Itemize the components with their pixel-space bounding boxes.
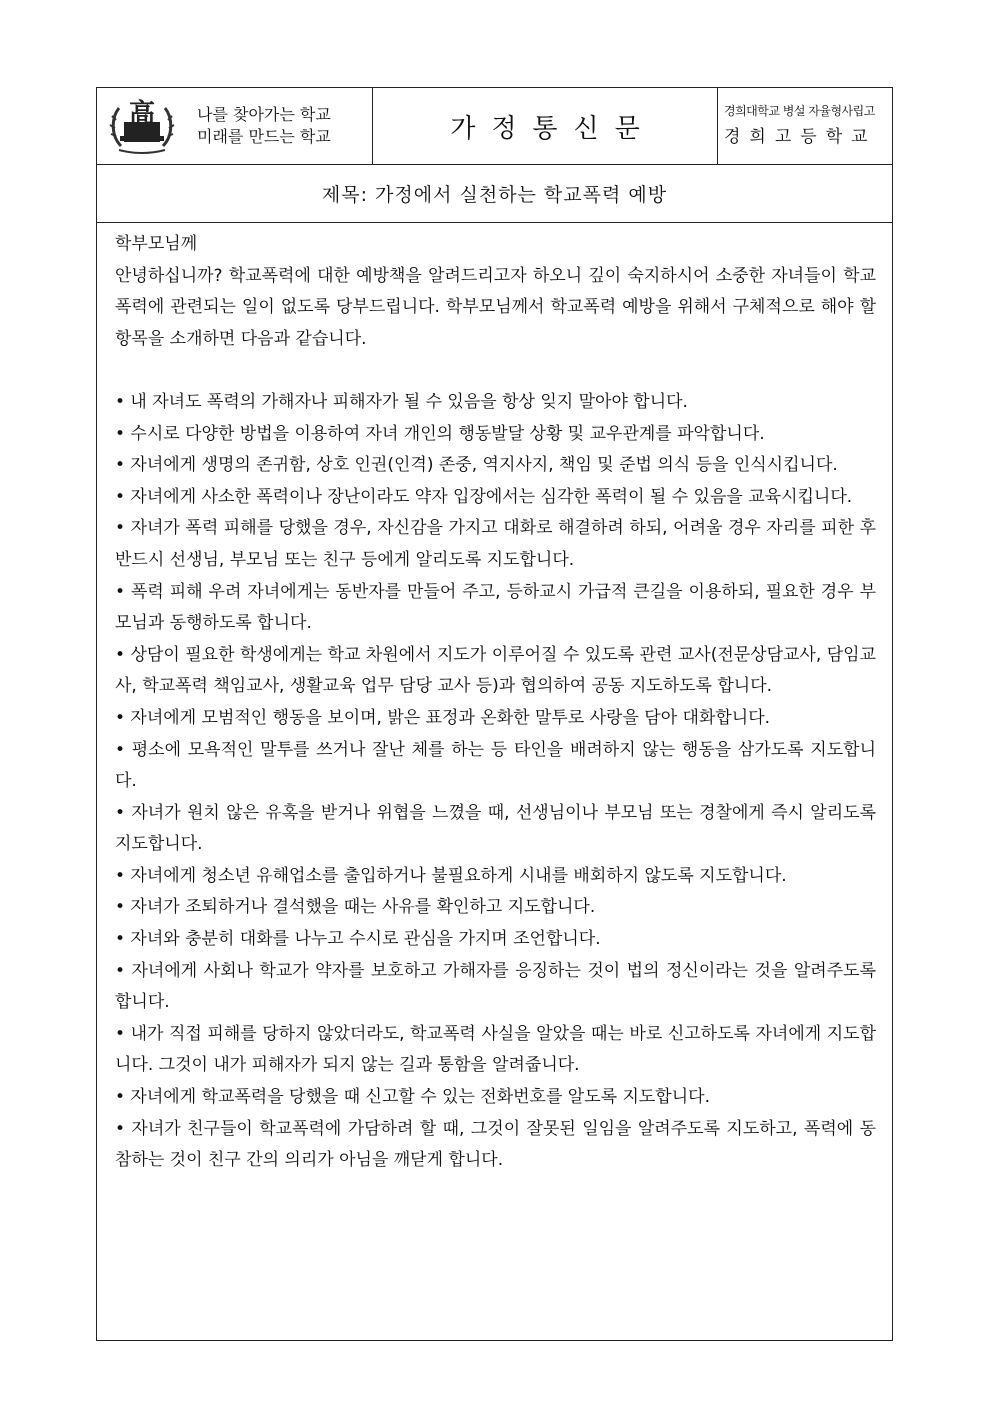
document-title: 가정통신문 [450, 113, 656, 144]
motto-line-2: 미래를 만드는 학교 [197, 127, 331, 146]
list-item: • 자녀가 원치 않은 유혹을 받거나 위협을 느꼈을 때, 선생님이나 부모님 또는 경찰에게 즉시 알리도록 지도합니다. [115, 802, 876, 855]
subject-title: 제목: 가정에서 실천하는 학교폭력 예방 [97, 165, 892, 223]
list-item: • 자녀에게 모범적인 행동을 보이며, 밝은 표정과 온화한 말투로 사랑을 담아 대화합니다. [115, 707, 771, 728]
logo-character: 高 [128, 99, 156, 129]
school-motto [197, 104, 331, 148]
header-left-cell [97, 88, 373, 164]
list-item: • 자녀에게 생명의 존귀함, 상호 인권(인격) 존중, 역지사지, 책임 및 준법 의식 등을 인식시킵니다. [115, 455, 838, 476]
motto-line-1: 나를 찾아가는 학교 [197, 105, 331, 124]
spacer [115, 355, 876, 387]
list-item: • 자녀에게 청소년 유해업소를 출입하거나 불필요하게 시내를 배회하지 않도록 지도합니다. [115, 865, 787, 886]
list-item: • 자녀에게 사회나 학교가 약자를 보호하고 가해자를 응징하는 것이 법의 정신이라는 것을 알려주도록 합니다. [115, 960, 876, 1013]
school-emblem-icon [107, 96, 177, 156]
list-item: • 자녀가 친구들이 학교폭력에 가담하려 할 때, 그것이 잘못된 일임을 알려주도록 지도하고, 폭력에 동참하는 것이 친구 간의 의리가 아님을 깨닫게 합니다. [115, 1118, 876, 1171]
list-item: • 수시로 다양한 방법을 이용하여 자녀 개인의 행동발달 상황 및 교우관계를 파악합니다. [115, 423, 765, 444]
list-item: • 평소에 모욕적인 말투를 쓰거나 잘난 체를 하는 등 타인을 배려하지 않는 행동을 삼가도록 지도합니다. [115, 739, 876, 792]
list-item: • 자녀에게 학교폭력을 당했을 때 신고할 수 있는 전화번호를 알도록 지도합니다. [115, 1087, 710, 1108]
header-title-cell [373, 88, 718, 164]
document-frame [96, 87, 893, 1341]
letter-body [115, 229, 876, 1177]
list-item: • 자녀가 조퇴하거나 결석했을 때는 사유를 확인하고 지도합니다. [115, 897, 596, 918]
header-school-cell [718, 88, 894, 164]
list-item: • 내 자녀도 폭력의 가해자나 피해자가 될 수 있음을 항상 잊지 말아야 합니다. [115, 391, 688, 412]
list-item: • 자녀와 충분히 대화를 나누고 수시로 관심을 가지며 조언합니다. [115, 929, 601, 950]
list-item: • 자녀가 폭력 피해를 당했을 경우, 자신감을 가지고 대화로 해결하려 하되, 어려울 경우 자리를 피한 후 반드시 선생님, 부모님 또는 친구 등에게 알리도록 지도합니다. [115, 518, 876, 570]
list-item: • 자녀에게 사소한 폭력이나 장난이라도 약자 입장에서는 심각한 폭력이 될 수 있음을 교육시킵니다. [115, 486, 853, 507]
greeting: 학부모님께 [115, 234, 198, 254]
intro-paragraph: 안녕하십니까? 학교폭력에 대한 예방책을 알려드리고자 하오니 깊이 숙지하시어 소중한 자녀들이 학교폭력에 관련되는 일이 없도록 당부드립니다. 학부모님께서 학교폭력 예방을 위해서 구체적으로 해야 할 항목을 소개하면 다음과 같습니다. [115, 265, 876, 349]
school-subtitle: 경희대학교 병설 자율형사립고 [724, 104, 875, 118]
list-item: • 상담이 필요한 학생에게는 학교 차원에서 지도가 이루어질 수 있도록 관련 교사(전문상담교사, 담임교사, 학교폭력 책임교사, 생활교육 업무 담당 교사 등)과 협의하여 공동 지도하도록 합니다. [115, 644, 876, 697]
header-table [97, 88, 892, 165]
list-item: • 폭력 피해 우려 자녀에게는 동반자를 만들어 주고, 등하교시 가급적 큰길을 이용하되, 필요한 경우 부모님과 동행하도록 합니다. [115, 581, 876, 634]
school-name: 경희고등학교 [724, 127, 877, 147]
list-item: • 내가 직접 피해를 당하지 않았더라도, 학교폭력 사실을 알았을 때는 바로 신고하도록 자녀에게 지도합니다. 그것이 내가 피해자가 되지 않는 길과 통함을 알려줍니다. [115, 1023, 876, 1076]
